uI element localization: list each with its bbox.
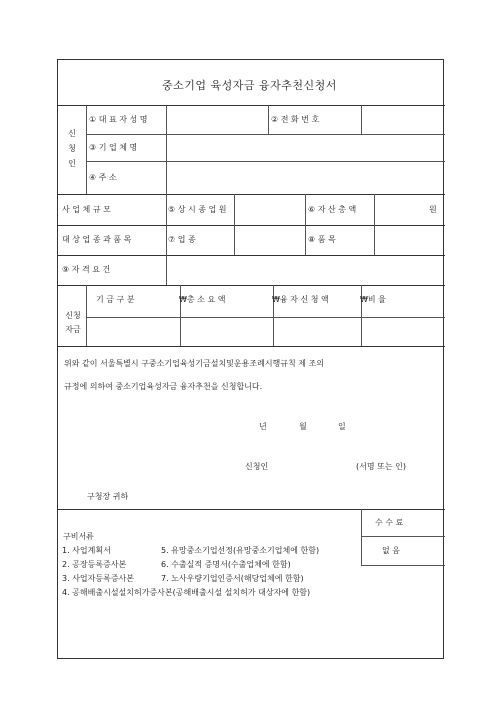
application-form: [57, 59, 444, 659]
document-item: 2. 공장등록증사본: [62, 560, 127, 569]
loan-section-label: 신청 자금: [65, 311, 81, 334]
ratio-header: ₩비 율: [360, 295, 386, 304]
form-title: 중소기업 육성자금 융자추천신청서: [162, 79, 337, 92]
industry-product-label: 대 상 업 종 과 품 목: [62, 235, 132, 244]
signature-field[interactable]: [278, 458, 352, 476]
divider: [268, 105, 269, 134]
statement-line-1: 위와 같이 서울특별시 구중소기업육성기금설치및운용조례시행규칙 제 조의: [64, 359, 325, 368]
divider: [361, 565, 445, 566]
documents-heading: 구비서류: [63, 532, 94, 541]
total-assets-field[interactable]: [375, 195, 425, 224]
divider: [58, 346, 445, 347]
rep-name-field[interactable]: [167, 106, 267, 133]
signature-mark: (서명 또는 인): [356, 462, 406, 471]
divider: [361, 509, 362, 565]
rep-name-label: ① 대 표 자 성 명: [89, 115, 148, 124]
fee-value: 없 음: [382, 546, 400, 555]
document-item: 5. 유망중소기업선정(유망중소기업체에 한함): [161, 546, 320, 555]
date-day: 일: [338, 422, 346, 431]
fee-label: 수 수 료: [375, 518, 404, 527]
address-field[interactable]: [167, 162, 444, 193]
statement-line-2: 규정에 의하여 중소기업육성자금 융자추천을 신청합니다.: [64, 382, 263, 391]
document-item: 1. 사업계획서: [62, 546, 111, 555]
company-name-label: ③ 기 업 체 명: [89, 143, 138, 152]
divider: [361, 536, 445, 537]
fund-type-field[interactable]: [87, 318, 179, 345]
phone-label: ② 전 화 번 호: [271, 115, 320, 124]
fund-type-header: 기 금 구 분: [96, 295, 135, 304]
document-item: 3. 사업자등록증사본: [62, 574, 134, 583]
document-item: 4. 공해배출시설설치허가증사본(공해배출시설 설치허가 대상자에 한함): [62, 588, 311, 597]
assets-unit-label: 원: [429, 205, 437, 214]
date-year: 년: [259, 422, 267, 431]
applicant-section-label: 신청인: [68, 129, 76, 169]
business-size-label: 사 업 체 규 모: [62, 205, 111, 214]
qualification-field[interactable]: [167, 256, 444, 284]
product-label: ⑧ 품 목: [308, 235, 336, 244]
date-month: 월: [299, 422, 307, 431]
loan-request-header: ₩융 자 신 청 액: [272, 295, 329, 304]
industry-label: ⑦ 업 종: [168, 235, 196, 244]
total-required-header: ₩총 소 요 액: [179, 295, 226, 304]
phone-field[interactable]: [362, 106, 444, 133]
document-item: 7. 노사우량기업인증서(해당업체에 한함): [161, 574, 304, 583]
qualification-label: ⑨ 자 격 요 건: [62, 265, 111, 274]
employees-label: ⑤ 상 시 종 업 원: [168, 205, 227, 214]
employees-field[interactable]: [235, 195, 304, 224]
divider: [305, 194, 306, 255]
total-assets-label: ⑥ 자 산 총 액: [308, 205, 357, 214]
ratio-field[interactable]: [362, 318, 444, 345]
signature-label: 신청인: [245, 462, 269, 471]
loan-request-field[interactable]: [274, 318, 360, 345]
document-item: 6. 수출실적 증명서(수출업체에 한함): [161, 560, 291, 569]
addressee: 구청장 귀하: [87, 492, 129, 501]
divider: [58, 509, 445, 510]
industry-field[interactable]: [235, 226, 304, 254]
company-name-field[interactable]: [167, 135, 444, 160]
divider: [58, 285, 445, 286]
divider: [86, 105, 87, 194]
address-label: ④ 주 소: [89, 173, 117, 182]
total-required-field[interactable]: [181, 318, 272, 345]
product-field[interactable]: [375, 226, 444, 254]
